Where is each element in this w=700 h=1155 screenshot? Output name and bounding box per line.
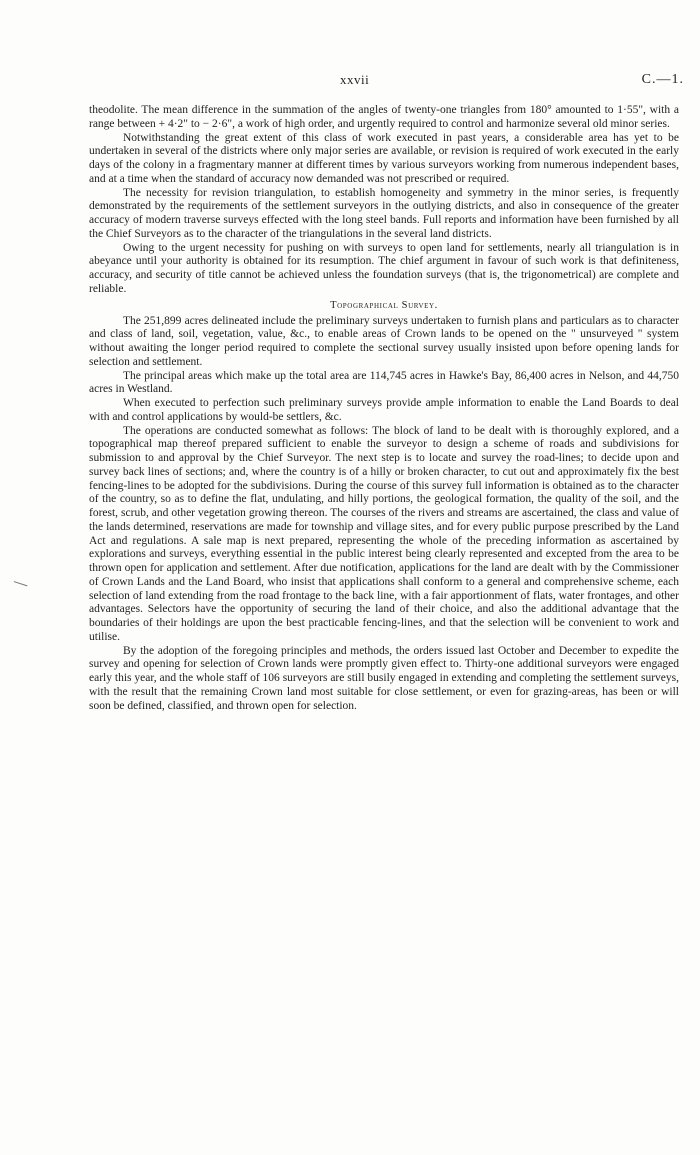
paragraph-preliminary-surveys: When executed to perfection such preliminary surveys provide ample information to enable the Land Boards to deal with and control applications by would-be settlers, &c. — [89, 397, 679, 423]
document-code: C.—1. — [641, 72, 684, 87]
paragraph-theodolite: theodolite. The mean difference in the summation of the angles of twenty-one triangles from 180° amounted to 1·55", with a range between + 4·2" to − 2·6", a work of high order, and urgently required to control and harmonize several old minor series. — [89, 104, 679, 130]
paragraph-operations: The operations are conducted somewhat as follows: The block of land to be dealt with is thoroughly explored, and a topographical map thereof prepared sufficient to enable the surveyor to design a scheme of roads and subdivisions for submission to and approval by the Chief Surveyor. The next step is to locate and survey the road-lines; to decide upon and survey back lines of sections; and, where the country is of a hilly or broken character, to cut out and approximately fix the best fencing-lines to be adopted for the subdivisions. During the course of this survey full information is obtained as to the character of the country, so as to define the flat, undulating, and hilly portions, the geological formation, the quality of the soil, and the forest, scrub, and other vegetation growing thereon. The courses of the rivers and streams are ascertained, the class and value of the lands determined, reservations are made for township and village sites, and for every public purpose prescribed by the Land Act and regulations. A sale map is next prepared, representing the whole of the preceding information as ascertained by explorations and surveys, everything essential in the public interest being clearly represented and excepted from the area to be thrown open for application and settlement. After due notification, applications for the land are dealt with by the Commissioner of Crown Lands and the Land Board, who insist that applications shall conform to a general and comprehensive scheme, each selection of land extending from the road frontage to the back line, with a fair apportionment of flats, water frontages, and other advantages. Selectors have the opportunity of securing the land of their choice, and also the additional advantage that the boundaries of their holdings are upon the best practicable fencing-lines, and that the selection will be convenient to work and utilise. — [89, 424, 679, 643]
paragraph-minor-series-area: Notwithstanding the great extent of this class of work executed in past years, a considerable area has yet to be undertaken in several of the districts where only major series are available, or revision is required of work executed in the early days of the colony in a fragmentary manner at different times by various surveyors working from numerous independent bases, and at a time when the standard of accuracy now demanded was not prescribed or required. — [89, 131, 679, 185]
page-header — [0, 72, 700, 92]
paragraph-triangulation-abeyance: Owing to the urgent necessity for pushing on with surveys to open land for settlements, nearly all triangulation is in abeyance until your authority is obtained for its resumption. The chief argument in favour of such work is that definiteness, accuracy, and security of title cannot be achieved unless the foundation surveys (that is, the trigonometrical) are complete and reliable. — [89, 241, 679, 295]
paragraph-acres-delineated: The 251,899 acres delineated include the preliminary surveys undertaken to furnish plans and particulars as to character and class of land, soil, vegetation, value, &c., to enable areas of Crown lands to be opened on the " unsurveyed " system without awaiting the longer period required to complete the sectional survey usually insisted upon before opening lands for selection and settlement. — [89, 314, 679, 368]
paragraph-revision-triangulation: The necessity for revision triangulation, to establish homogeneity and symmetry in the minor series, is frequently demonstrated by the requirements of the settlement surveyors in the outlying districts, and also in consequence of the greater accuracy of modern traverse surveys effected with the long steel bands. Full reports and information have been furnished by all the Chief Surveyors as to the character of the triangulations in the several land districts. — [89, 186, 679, 240]
paragraph-principal-areas: The principal areas which make up the total area are 114,745 acres in Hawke's Bay, 86,400 acres in Nelson, and 44,750 acres in Westland. — [89, 369, 679, 396]
body-text — [89, 104, 679, 713]
margin-pencil-mark — [11, 581, 28, 596]
section-heading-topographical-survey: Topographical Survey. — [330, 299, 438, 311]
page-number: xxvii — [340, 72, 370, 87]
paragraph-adoption-of-principles: By the adoption of the foregoing principles and methods, the orders issued last October and December to expedite the survey and opening for selection of Crown lands were promptly given effect to. Thirty-one additional surveyors were engaged early this year, and the whole staff of 106 surveyors are still busily engaged in extending and completing the settlement surveys, with the result that the remaining Crown land most suitable for close settlement, or even for grazing-areas, has been or will soon be defined, classified, and thrown open for selection. — [89, 644, 679, 712]
